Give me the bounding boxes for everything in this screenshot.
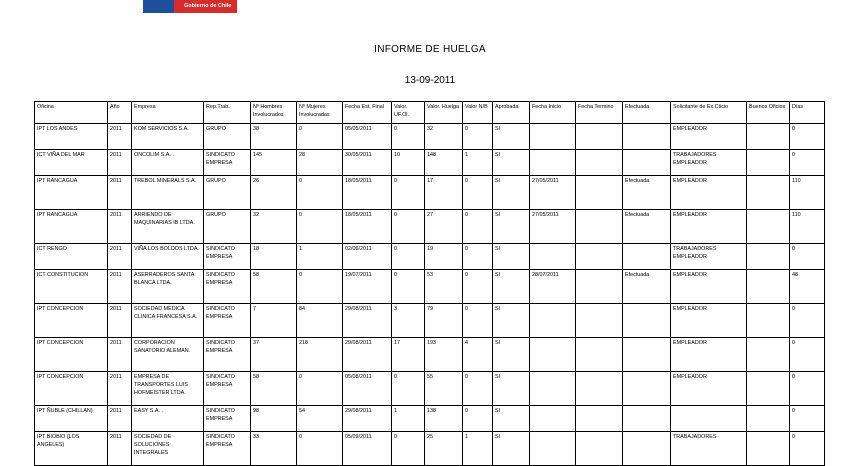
table-cell: 29/08/2011	[343, 406, 392, 432]
column-header: Año	[108, 102, 132, 124]
table-cell: 7	[251, 304, 297, 338]
column-header: Solicitante de Ex.Cticio	[671, 102, 747, 124]
table-cell: 0	[392, 176, 425, 210]
table-cell: 05/09/2011	[343, 432, 392, 466]
table-cell: EMPLEADOR	[671, 124, 747, 150]
table-cell	[530, 432, 576, 466]
table-cell: 2011	[108, 176, 132, 210]
table-cell: 193	[425, 338, 463, 372]
table-cell	[576, 338, 623, 372]
table-cell: 29/08/2011	[343, 304, 392, 338]
table-cell: 0	[790, 244, 825, 270]
table-cell: 0	[790, 150, 825, 176]
table-cell: 18/05/2011	[343, 176, 392, 210]
table-cell: 218	[297, 338, 343, 372]
table-cell: 10	[392, 150, 425, 176]
table-body	[35, 124, 825, 466]
table-cell: IPT LOS ANDES	[35, 124, 108, 150]
table-row	[35, 372, 825, 406]
table-cell	[623, 406, 671, 432]
table-cell: 0	[463, 372, 493, 406]
column-header: Empresa	[132, 102, 204, 124]
table-cell: 19	[425, 244, 463, 270]
table-header-row	[35, 102, 825, 124]
table-cell	[747, 304, 790, 338]
table-cell	[576, 244, 623, 270]
column-header: Fecha Est. Final	[343, 102, 392, 124]
table-cell: 145	[251, 150, 297, 176]
table-cell: SI	[493, 304, 530, 338]
table-cell: SOCIEDAD DE SOLUCIONES INTEGRALES	[132, 432, 204, 466]
table-row	[35, 124, 825, 150]
table-cell: 0	[392, 372, 425, 406]
table-cell: 0	[392, 270, 425, 304]
table-cell: SI	[493, 372, 530, 406]
table-cell: EMPLEADOR	[671, 338, 747, 372]
table-cell	[530, 244, 576, 270]
table-cell: EMPLEADOR	[671, 372, 747, 406]
table-cell: 25	[425, 432, 463, 466]
table-cell: KOM SERVICIOS S.A.	[132, 124, 204, 150]
table-cell: 05/05/2011	[343, 124, 392, 150]
table-cell: 1	[463, 432, 493, 466]
table-cell: 2011	[108, 210, 132, 244]
table-cell: 27/05/2011	[530, 210, 576, 244]
table-cell: 2011	[108, 244, 132, 270]
table-row	[35, 210, 825, 244]
table-cell	[747, 432, 790, 466]
column-header: Valor. Huelga	[425, 102, 463, 124]
column-header: Buenos Oficios	[747, 102, 790, 124]
table-cell: EMPLEADOR	[671, 270, 747, 304]
table-cell: 33	[251, 432, 297, 466]
column-header: Nº Mujeres Involucradas	[297, 102, 343, 124]
table-cell: ONCOLIM S.A. .	[132, 150, 204, 176]
table-cell: CORPORACION SANATORIO ALEMAN.	[132, 338, 204, 372]
table-cell: 1	[463, 150, 493, 176]
table-cell: 27	[425, 210, 463, 244]
table-cell: 0	[790, 304, 825, 338]
table-cell: 0	[463, 406, 493, 432]
table-cell: 148	[425, 150, 463, 176]
table-cell: EMPLEADOR	[671, 304, 747, 338]
table-cell: SI	[493, 432, 530, 466]
table-cell	[530, 372, 576, 406]
table-cell: SOCIEDAD MEDICA CLINICA FRANCESA S.A.	[132, 304, 204, 338]
table-cell: SINDICATO EMPRESA	[204, 304, 251, 338]
table-cell	[576, 304, 623, 338]
table-cell: 0	[463, 304, 493, 338]
table-cell	[530, 406, 576, 432]
column-header: Efectuada	[623, 102, 671, 124]
table-cell: SI	[493, 244, 530, 270]
table-cell: 0	[297, 270, 343, 304]
table-cell: 0	[297, 176, 343, 210]
strike-report-table	[34, 101, 825, 466]
table-cell	[747, 210, 790, 244]
column-header: Nº Hombres Involucrados	[251, 102, 297, 124]
table-cell: SI	[493, 124, 530, 150]
table-cell: 58	[251, 270, 297, 304]
column-header: Rep.Trab.	[204, 102, 251, 124]
table-cell: IPT RANCAGUA	[35, 176, 108, 210]
table-cell: Efectuada	[623, 210, 671, 244]
table-row	[35, 270, 825, 304]
table-cell: 0	[297, 210, 343, 244]
table-cell: 0	[297, 124, 343, 150]
table-cell	[530, 338, 576, 372]
table-cell: 02/06/2011	[343, 244, 392, 270]
table-cell: 05/08/2011	[343, 372, 392, 406]
table-cell: 58	[251, 372, 297, 406]
table-cell: 28/07/2011	[530, 270, 576, 304]
table-cell: 29/08/2011	[343, 338, 392, 372]
table-cell	[576, 270, 623, 304]
table-cell: SI	[493, 270, 530, 304]
table-cell	[747, 270, 790, 304]
table-cell: 0	[392, 124, 425, 150]
table-cell: 32	[425, 124, 463, 150]
table-row	[35, 176, 825, 210]
table-cell: 0	[463, 244, 493, 270]
table-cell: EASY S.A. .	[132, 406, 204, 432]
table-cell: 2011	[108, 304, 132, 338]
table-cell: 1	[297, 244, 343, 270]
table-cell: 0	[790, 338, 825, 372]
table-cell: ICT VIÑA DEL MAR	[35, 150, 108, 176]
table-cell	[747, 150, 790, 176]
table-cell: 0	[790, 406, 825, 432]
table-cell: TRABAJADORES EMPLEADOR	[671, 244, 747, 270]
table-cell	[576, 176, 623, 210]
table-cell: EMPLEADOR	[671, 210, 747, 244]
table-row	[35, 432, 825, 466]
table-cell: 30/05/2011	[343, 150, 392, 176]
column-header: Valor N/B	[463, 102, 493, 124]
table-cell: 0	[463, 176, 493, 210]
table-cell: 37	[251, 338, 297, 372]
table-cell: SINDICATO EMPRESA	[204, 406, 251, 432]
table-cell: 32	[251, 210, 297, 244]
table-cell: 0	[790, 372, 825, 406]
table-cell: 0	[297, 432, 343, 466]
table-cell: 2011	[108, 124, 132, 150]
table-cell: 0	[463, 270, 493, 304]
table-cell: 2011	[108, 150, 132, 176]
table-cell: ICT RENGO	[35, 244, 108, 270]
table-cell: 2011	[108, 406, 132, 432]
government-logo	[143, 0, 237, 20]
table-cell: 79	[425, 304, 463, 338]
table-cell: SINDICATO EMPRESA	[204, 372, 251, 406]
table-cell	[623, 244, 671, 270]
table-cell	[623, 150, 671, 176]
table-cell: GRUPO	[204, 124, 251, 150]
table-cell	[747, 124, 790, 150]
column-header: Aprobada	[493, 102, 530, 124]
table-cell	[576, 432, 623, 466]
table-cell: 0	[790, 124, 825, 150]
table-cell: 3	[392, 304, 425, 338]
table-cell: 2011	[108, 432, 132, 466]
table-cell: IPT CONCEPCION	[35, 372, 108, 406]
table-cell: IPT CONCEPCION	[35, 338, 108, 372]
table-cell: 17	[425, 176, 463, 210]
table-cell	[576, 406, 623, 432]
table-cell	[530, 304, 576, 338]
table-cell: 1	[392, 406, 425, 432]
column-header: Fecha Termino	[576, 102, 623, 124]
table-cell	[623, 372, 671, 406]
table-cell: GRUPO	[204, 210, 251, 244]
table-cell: 0	[297, 372, 343, 406]
table-cell: SI	[493, 176, 530, 210]
table-cell	[747, 176, 790, 210]
table-cell: 98	[251, 406, 297, 432]
table-cell: ARRIENDO DE MAQUINARIAS IB LTDA.	[132, 210, 204, 244]
table-cell: GRUPO	[204, 176, 251, 210]
table-cell: 84	[297, 304, 343, 338]
table-cell	[747, 406, 790, 432]
table-cell	[576, 210, 623, 244]
table-cell: IPT CONCEPCION	[35, 304, 108, 338]
table-cell: 17	[392, 338, 425, 372]
table-cell: 19/07/2011	[343, 270, 392, 304]
report-date: 13-09-2011	[404, 75, 456, 86]
table-cell: 4	[463, 338, 493, 372]
column-header: Días	[790, 102, 825, 124]
table-row	[35, 244, 825, 270]
table-cell: 0	[392, 432, 425, 466]
table-cell	[623, 338, 671, 372]
table-cell: 0	[463, 210, 493, 244]
table-cell: 26	[251, 176, 297, 210]
table-cell: SI	[493, 406, 530, 432]
table-cell: ICT CONSTITUCION	[35, 270, 108, 304]
column-header: Oficina	[35, 102, 108, 124]
table-cell: VIÑA LOS BOLDOS LTDA.	[132, 244, 204, 270]
table-cell: 0	[392, 210, 425, 244]
table-cell	[576, 124, 623, 150]
table-cell: 55	[425, 372, 463, 406]
column-header: Fecha Inicio	[530, 102, 576, 124]
table-row	[35, 406, 825, 432]
table-cell: 0	[463, 124, 493, 150]
table-cell: Efectuada	[623, 270, 671, 304]
table-cell	[747, 338, 790, 372]
table-cell: SINDICATO EMPRESA	[204, 270, 251, 304]
table-cell: TREBOL MINERALS S.A.	[132, 176, 204, 210]
table-cell: SI	[493, 338, 530, 372]
table-cell: 110	[790, 210, 825, 244]
table-cell	[530, 124, 576, 150]
table-row	[35, 304, 825, 338]
table-cell: IPT BIOBIO (LOS ANGELES)	[35, 432, 108, 466]
table-row	[35, 150, 825, 176]
table-cell	[623, 432, 671, 466]
table-cell: 110	[790, 176, 825, 210]
table-cell: 2011	[108, 270, 132, 304]
table-cell: 54	[297, 406, 343, 432]
table-cell: 0	[790, 432, 825, 466]
table-row	[35, 338, 825, 372]
table-cell: 0	[392, 244, 425, 270]
table-cell	[747, 372, 790, 406]
table-cell: 28	[297, 150, 343, 176]
report-title: INFORME DE HUELGA	[374, 44, 486, 55]
table-cell: SI	[493, 210, 530, 244]
logo-text: Gobierno de Chile	[184, 3, 232, 9]
table-cell: 2011	[108, 372, 132, 406]
table-cell: TRABAJADORES EMPLEADOR	[671, 150, 747, 176]
table-cell: SINDICATO EMPRESA	[204, 150, 251, 176]
table-cell: EMPRESA DE TRANSPORTES LUIS HOFMEISTER LTDA.	[132, 372, 204, 406]
table-cell	[530, 150, 576, 176]
logo-blue-block	[143, 0, 174, 13]
table-cell: 53	[425, 270, 463, 304]
table-cell: IPT RANCAGUA	[35, 210, 108, 244]
table-cell	[576, 372, 623, 406]
table-cell: EMPLEADOR	[671, 176, 747, 210]
table-cell	[576, 150, 623, 176]
table-cell: SINDICATO EMPRESA	[204, 244, 251, 270]
table-cell	[623, 124, 671, 150]
table-cell: 27/05/2011	[530, 176, 576, 210]
table-cell: 18/05/2011	[343, 210, 392, 244]
table-cell: ASERRADEROS SANTA BLANCA LTDA.	[132, 270, 204, 304]
table-cell: TRABAJADORES	[671, 432, 747, 466]
table-cell: Efectuada	[623, 176, 671, 210]
column-header: Valor. UF.Ol.	[392, 102, 425, 124]
table-cell	[671, 406, 747, 432]
table-cell: SINDICATO EMPRESA	[204, 338, 251, 372]
table-cell: IPT ÑUBLE (CHILLAN)	[35, 406, 108, 432]
table-cell: SINDICATO EMPRESA	[204, 432, 251, 466]
table-cell	[623, 304, 671, 338]
table-cell: 38	[251, 124, 297, 150]
table-cell: 2011	[108, 338, 132, 372]
table-cell: 18	[251, 244, 297, 270]
table-cell: SI	[493, 150, 530, 176]
table-cell	[747, 244, 790, 270]
table-cell: 138	[425, 406, 463, 432]
table-cell: 48	[790, 270, 825, 304]
